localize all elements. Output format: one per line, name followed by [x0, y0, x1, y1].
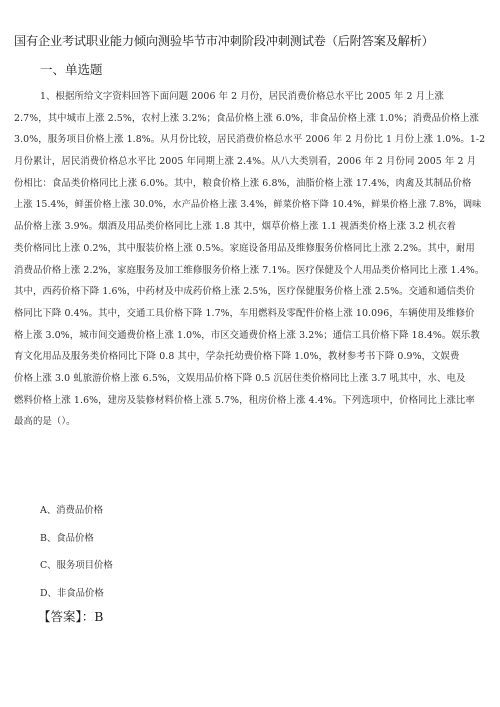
answer-options	[40, 501, 113, 611]
question-line: 其中，西药价格下降 1.6%，中药材及中成药价格上涨 2.5%，医疗保健服务价格上涨 2.5%。交通和通信类价	[14, 286, 475, 298]
question-line: 类价格同比上涨 0.2%，其中服装价格上涨 0.5%。家庭设备用品及维修服务价格同比上涨 2.2%。其中，耐用	[14, 242, 475, 254]
question-line: 月份累计，居民消费价格总水平比 2005 年同期上涨 2.4%。从八大类别看，2006 年 2 月份同 2005 年 2 月	[14, 156, 477, 168]
option-d: D、非食品价格	[40, 587, 104, 599]
option-c: C、服务项目价格	[40, 560, 113, 571]
section-heading: 一、单选题	[40, 62, 103, 77]
question-line: 上涨 15.4%，鲜蛋价格上涨 30.0%，水产品价格上涨 3.4%，鲜菜价格下降 10.4%，鲜果价格上涨 7.8%，调味	[14, 199, 482, 211]
answer-label: 【答案】	[38, 609, 82, 624]
question-line: 1、根据所给文字资料回答下面问题 2006 年 2 月份，居民消费价格总水平比 2005 年 2 月上涨	[40, 91, 445, 102]
question-line: 育文化用品及服务类价格同比下降 0.8 其中，学杂托幼费价格下降 1.0%，教材参考书下降 0.9%，文娱费	[14, 351, 460, 363]
question-line: 格同比下降 0.4%。其中，交通工具价格下降 1.7%，车用燃料及零配件价格上涨 10.096，车辆使用及维修价	[14, 307, 475, 319]
question-line: 消费品价格上涨 2.2%，家庭服务及加工维修服务价格上涨 7.1%。医疗保健及个人用品类价格同比上涨 1.4%。	[14, 264, 485, 276]
question-line: 品价格上涨 3.9%。烟酒及用品类价格同比上涨 1.8 其中，烟草价格上涨 1.1 视酒类价格上涨 3.2 机衣着	[14, 221, 456, 233]
option-b: B、食品价格	[40, 532, 94, 544]
question-line: 2.7%，其中城市上涨 2.5%，农村上涨 3.2%；食品价格上涨 6.0%，非食品价格上涨 1.0%；消费品价格上涨	[14, 112, 480, 124]
answer-line	[38, 608, 103, 626]
question-line: 份相比：食品类价格同比上涨 6.0%。其中，粮食价格上涨 6.8%，油脂价格上涨 17.4%，肉禽及其制品价格	[14, 177, 472, 189]
answer-value: ：B	[81, 609, 104, 624]
question-line: 格上涨 3.0%，城市间交通费价格上涨 1.0%，市区交通费价格上涨 3.2%；通信工具价格下降 18.4%。娱乐教	[14, 329, 480, 341]
question-line: 价格上涨 3.0 虬旅游价格上涨 6.5%，文娱用品价格下降 0.5 沉居住类价格同比上涨 3.7 吼其中，水、电及	[14, 372, 466, 384]
question-line: 3.0%，服务项目价格上涨 1.8%。从月份比较，居民消费价格总水平 2006 年 2 月份比 1 月份上涨 1.0%。1-2	[14, 134, 486, 146]
question-line: 最高的是（）。	[14, 416, 76, 428]
question-line: 燃料价格上涨 1.6%，建房及装修材料价格上涨 5.7%，租房价格上涨 4.4%。下列选项中，价格同比上涨比率	[14, 394, 475, 406]
document-title: 国有企业考试职业能力倾向测验毕节市冲刺阶段冲刺测试卷（后附答案及解析）	[14, 34, 434, 48]
option-a: A、消费品价格	[40, 505, 104, 516]
question-body	[14, 86, 488, 433]
